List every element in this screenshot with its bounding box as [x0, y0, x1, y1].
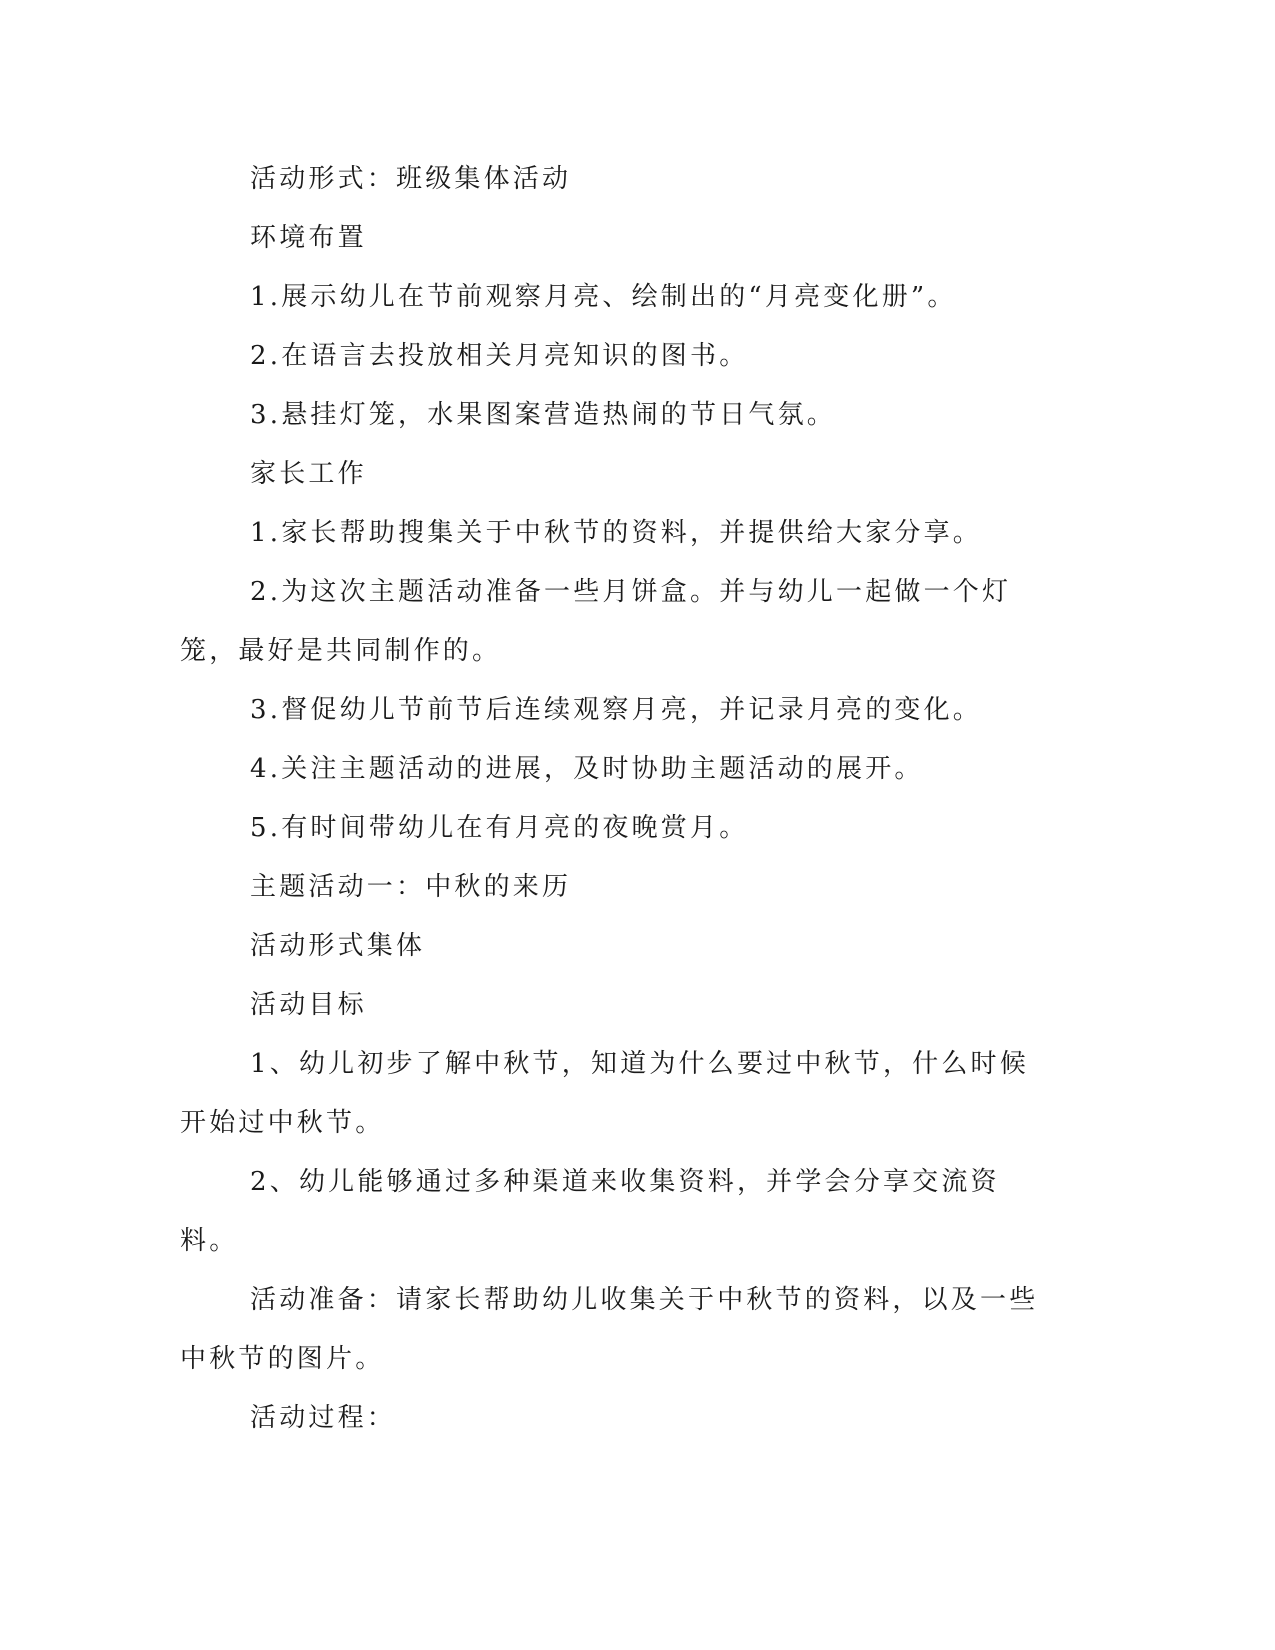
- paragraph-goal-2: 2、幼儿能够通过多种渠道来收集资料，并学会分享交流资料。: [180, 1167, 1000, 1256]
- heading-theme-activity-1: 主题活动一：中秋的来历: [250, 872, 572, 902]
- paragraph-activity-form: 活动形式：班级集体活动: [250, 164, 572, 194]
- paragraph-parent-item-4: 4.关注主题活动的进展，及时协助主题活动的展开。: [250, 754, 924, 784]
- document-body: [180, 150, 1050, 1448]
- paragraph-goal-1: 1、幼儿初步了解中秋节，知道为什么要过中秋节，什么时候开始过中秋节。: [180, 1049, 1029, 1138]
- paragraph-environment-item-1: 1.展示幼儿在节前观察月亮、绘制出的“月亮变化册”。: [250, 282, 957, 312]
- paragraph-parent-item-1: 1.家长帮助搜集关于中秋节的资料，并提供给大家分享。: [250, 518, 983, 548]
- heading-parent-work: 家长工作: [250, 459, 367, 489]
- paragraph-parent-item-2: 2.为这次主题活动准备一些月饼盒。并与幼儿一起做一个灯笼，最好是共同制作的。: [180, 577, 1012, 666]
- paragraph-activity-preparation: 活动准备：请家长帮助幼儿收集关于中秋节的资料，以及一些中秋节的图片。: [180, 1285, 1039, 1374]
- heading-activity-process: 活动过程：: [250, 1403, 397, 1433]
- paragraph-parent-item-5: 5.有时间带幼儿在有月亮的夜晚赏月。: [250, 813, 749, 843]
- paragraph-activity-form-collective: 活动形式集体: [250, 931, 426, 961]
- heading-environment-setup: 环境布置: [250, 223, 367, 253]
- paragraph-parent-item-3: 3.督促幼儿节前节后连续观察月亮，并记录月亮的变化。: [250, 695, 983, 725]
- paragraph-environment-item-3: 3.悬挂灯笼，水果图案营造热闹的节日气氛。: [250, 400, 837, 430]
- paragraph-environment-item-2: 2.在语言去投放相关月亮知识的图书。: [250, 341, 749, 371]
- heading-activity-goals: 活动目标: [250, 990, 367, 1020]
